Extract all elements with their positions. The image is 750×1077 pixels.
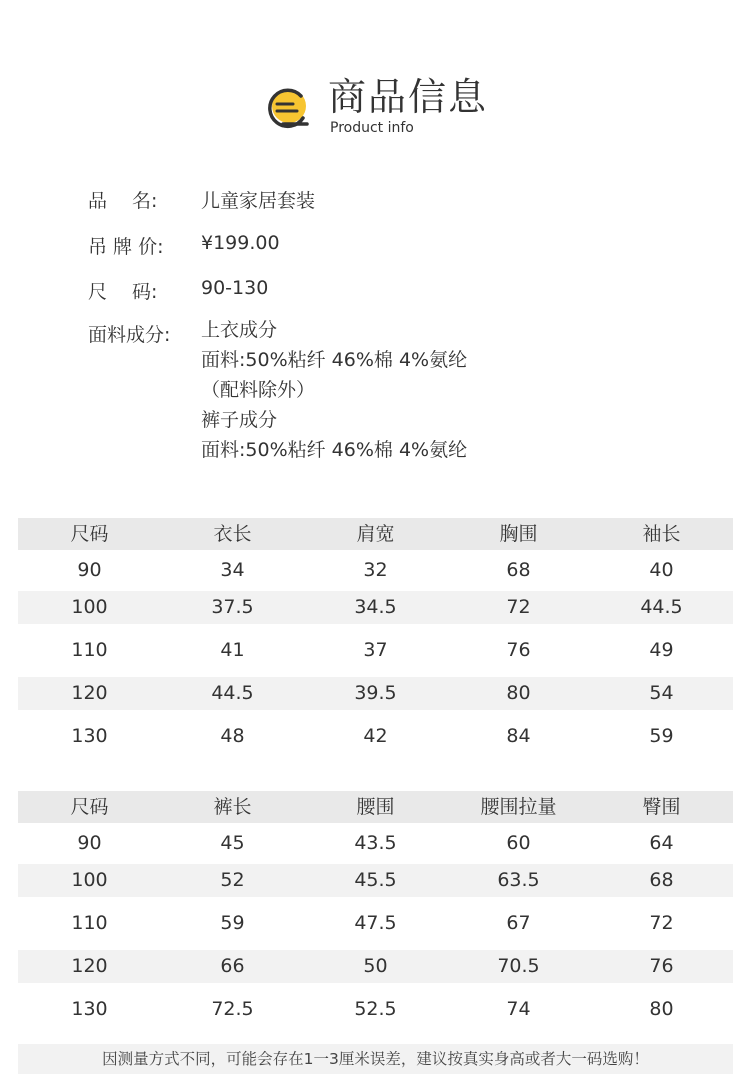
table-cell: 80 [506,682,531,704]
table-cell: 44.5 [211,682,254,704]
fabric-label: 面料成分: [88,324,171,346]
table-cell: 60 [506,832,531,854]
table-cell: 48 [220,725,245,747]
table-cell: 120 [71,682,108,704]
table-row [18,710,733,763]
table-cell: 40 [649,559,674,581]
table-header-row [18,791,733,823]
fabric-line: 上衣成分 [201,319,278,341]
table-cell: 66 [220,955,245,977]
column-header: 尺码 [70,523,109,545]
table-cell: 52.5 [354,998,397,1020]
fabric-value [201,315,467,465]
table-cell: 32 [363,559,388,581]
table-cell: 67 [506,912,531,934]
column-header: 肩宽 [356,523,395,545]
table-cell: 90 [77,559,102,581]
table-cell: 44.5 [640,596,683,618]
table-cell: 42 [363,725,388,747]
table-cell: 54 [649,682,674,704]
column-header: 衣长 [213,523,252,545]
column-header: 尺码 [70,796,109,818]
table-header-row [18,518,733,550]
table-cell: 59 [649,725,674,747]
table-row [18,624,733,677]
table-row [18,864,733,897]
table-row [18,983,733,1036]
table-cell: 80 [649,998,674,1020]
table-cell: 72 [506,596,531,618]
table-cell: 76 [649,955,674,977]
product-info-icon [263,86,313,130]
fabric-line: （配料除外） [201,379,316,401]
fabric-line: 面料:50%粘纤 46%棉 4%氨纶 [201,439,468,461]
top-size-table [18,518,733,763]
column-header: 腰围 [356,796,395,818]
name-label: 品 名: [88,190,158,212]
price-label: 吊 牌 价: [88,236,164,258]
table-cell: 100 [71,596,108,618]
table-cell: 45 [220,832,245,854]
table-cell: 74 [506,998,531,1020]
table-cell: 110 [71,639,108,661]
table-cell: 59 [220,912,245,934]
table-cell: 68 [649,869,674,891]
table-cell: 100 [71,869,108,891]
section-header [0,72,750,142]
table-cell: 50 [363,955,388,977]
table-row [18,591,733,624]
table-cell: 45.5 [354,869,397,891]
table-cell: 41 [220,639,245,661]
fabric-line: 裤子成分 [201,409,278,431]
table-row [18,550,733,590]
measurement-note: 因测量方式不同，可能会存在1一3厘米误差，建议按真实身高或者大一码选购！ [18,1044,733,1074]
table-row [18,950,733,983]
table-cell: 130 [71,725,108,747]
table-cell: 90 [77,832,102,854]
column-header: 胸围 [499,523,538,545]
column-header: 袖长 [642,523,681,545]
column-header: 臀围 [642,796,681,818]
column-header: 腰围拉量 [480,796,557,818]
table-row [18,823,733,863]
name-value: 儿童家居套装 [201,190,316,212]
table-cell: 120 [71,955,108,977]
table-cell: 34.5 [354,596,397,618]
table-cell: 39.5 [354,682,397,704]
table-cell: 43.5 [354,832,397,854]
table-cell: 76 [506,639,531,661]
table-row [18,897,733,950]
table-cell: 72 [649,912,674,934]
table-cell: 72.5 [211,998,254,1020]
bottom-size-table [18,791,733,1036]
table-cell: 70.5 [497,955,540,977]
table-cell: 68 [506,559,531,581]
column-header: 裤长 [213,796,252,818]
fabric-line: 面料:50%粘纤 46%棉 4%氨纶 [201,349,468,371]
table-row [18,677,733,710]
table-cell: 49 [649,639,674,661]
table-cell: 63.5 [497,869,540,891]
table-cell: 34 [220,559,245,581]
table-cell: 52 [220,869,245,891]
table-cell: 130 [71,998,108,1020]
price-value: ¥199.00 [201,232,280,254]
table-cell: 64 [649,832,674,854]
table-cell: 110 [71,912,108,934]
table-cell: 37.5 [211,596,254,618]
table-cell: 47.5 [354,912,397,934]
table-cell: 37 [363,639,388,661]
size-value: 90-130 [201,277,269,299]
page-title: 商品信息 [328,75,489,119]
table-cell: 84 [506,725,531,747]
size-label: 尺 码: [88,281,158,303]
page-subtitle: Product info [330,120,414,136]
